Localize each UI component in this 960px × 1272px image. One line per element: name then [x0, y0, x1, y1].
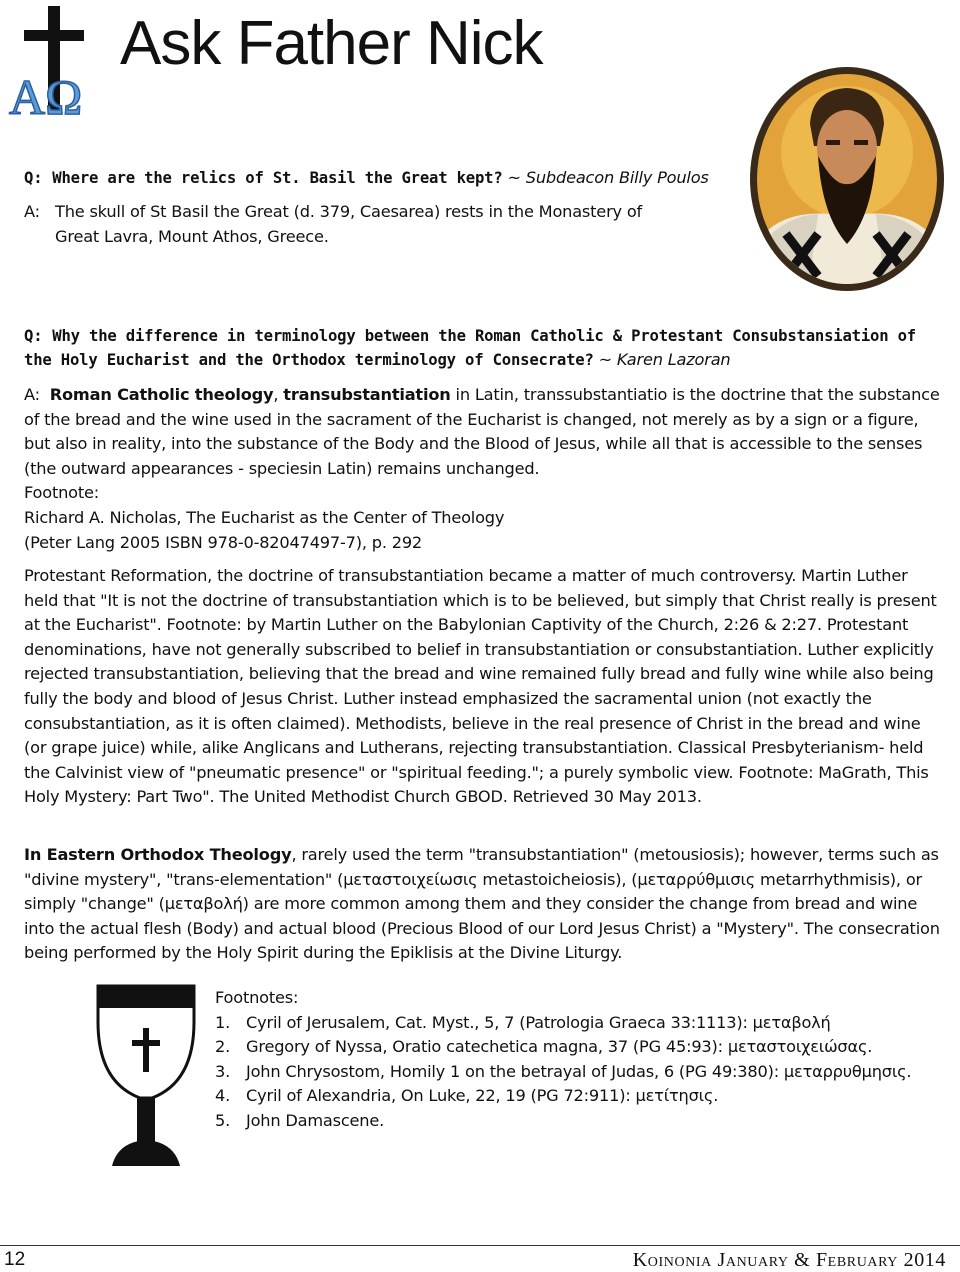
a-label: A: [24, 202, 40, 221]
footnote-number: 1. [215, 1012, 231, 1032]
bold-term: Roman Catholic theology [49, 385, 274, 404]
footnote-number: 3. [215, 1061, 231, 1081]
footnote-item [215, 1060, 950, 1085]
footnote-number: 5. [215, 1110, 231, 1130]
chalice-icon [92, 982, 200, 1168]
footnote-text: Cyril of Alexandria, On Luke, 22, 19 (PG 72:911): μετίτησις. [246, 1086, 719, 1106]
alpha-omega-cross-logo [6, 4, 106, 122]
separator: , [273, 385, 279, 404]
footnote-text: Gregory of Nyssa, Oratio catechetica magna, 37 (PG 45:93): μεταστοιχειώσας. [246, 1037, 873, 1057]
publication-info: Koinonia January & February 2014 [632, 1249, 946, 1271]
cross-icon [6, 4, 106, 122]
page-number: 12 [4, 1249, 26, 1270]
footnote-label: Footnote: [24, 483, 100, 503]
footnote-item [215, 1011, 950, 1036]
footnote-number: 2. [215, 1037, 231, 1057]
question-2 [24, 324, 944, 373]
footnote-item [215, 1084, 950, 1109]
protestant-paragraph: Protestant Reformation, the doctrine of transubstantiation became a matter of much controversy. Martin Luther held that "It is not the doctrine of transubstantiation which is to be believed, but simply that Christ really is present at the Eucharist". Footnote: by Martin Luther on the Babylonian Captivity of the Church, 2:26 & 2:27. Protestant denominations, have not generally subscribed to belief in transubstantiation or consubstantiation. Luther explicitly rejected transubstantiation, believing that the bread and wine remained fully bread and fully wine while also being fully the body and blood of Jesus Christ. Luther instead emphasized the sacramental union (not exactly the consubstantiation, as it is often claimed). Methodists, believe in the real presence of Christ in the bread and wine (or grape juice) while, alike Anglicans and Lutherans, rejecting transubstantiation. Classical Presbyterianism- held the Calvinist view of "pneumatic presence" or "spiritual feeding."; a purely symbolic view. Footnote: MaGrath, This Holy Mystery: Part Two". The United Methodist Church GBOD. Retrieved 30 May 2013. [24, 566, 937, 807]
footnote-text: John Damascene. [246, 1110, 385, 1130]
footnote-citation: Richard A. Nicholas, The Eucharist as the Center of Theology [24, 507, 505, 527]
question-1 [24, 166, 734, 191]
footnote-number: 4. [215, 1086, 231, 1106]
question-author: ~ Karen Lazoran [598, 350, 731, 370]
question-author: ~ Subdeacon Billy Poulos [507, 168, 709, 187]
q-label: Q: [24, 327, 43, 345]
footnote-citation: (Peter Lang 2005 ISBN 978-0-82047497-7), p. 292 [24, 532, 423, 552]
question-text: Why the difference in terminology between the Roman Catholic & Protestant Consubstansiation of the Holy Eucharist and the Orthodox terminology of Consecrate? [24, 327, 916, 370]
footnote-text: John Chrysostom, Homily 1 on the betrayal of Judas, 6 (PG 49:380): μεταρρυθμησις. [246, 1061, 912, 1081]
footnote-text: Cyril of Jerusalem, Cat. Myst., 5, 7 (Patrologia Graeca 33:1113): μεταβολή [246, 1012, 831, 1032]
footnote-item [215, 1109, 950, 1134]
answer-2 [24, 383, 944, 555]
alpha-omega-letters: ΑΩ [9, 69, 83, 122]
answer-paragraph [24, 383, 944, 481]
orthodox-paragraph [24, 843, 944, 966]
q-label: Q: [24, 169, 43, 187]
answer-line: The skull of St Basil the Great (d. 379, Caesarea) rests in the Monastery of [55, 202, 643, 221]
answer-line: Great Lavra, Mount Athos, Greece. [55, 226, 329, 246]
bold-term: transubstantiation [283, 385, 451, 404]
answer-1 [24, 200, 724, 249]
footnotes-list [215, 986, 950, 1134]
answer-text: in Latin, transsubstantiatio is the doctrine that the substance of the bread and the wine used in the sacrament of the Eucharist is changed, not merely as by a sign or a figure, but also in reality, into the substance of the Body and the Blood of Jesus, while all that is accessible to the senses (the outward appearances - speciesin Latin) remains unchanged. [24, 385, 940, 478]
a-label: A: [24, 385, 40, 404]
cross-icon [143, 1028, 149, 1072]
footnotes-heading: Footnotes: [215, 988, 299, 1007]
question-text: Where are the relics of St. Basil the Great kept? [52, 169, 503, 187]
paragraph-text: , rarely used the term "transubstantiation" (metousiosis); however, terms such as "divine mystery", "trans-elementation" (μεταστοιχείωσις metastoicheiosis), (μεταρρύθμισις metarrhythmisis), or simply "change" (μεταβολή) are more common among them and they consider the change from bread and wine into the actual flesh (Body) and actual blood (Precious Blood of our Lord Jesus Christ) a "Mystery". The consecration being performed by the Holy Spirit during the Epiklisis at the Divine Liturgy. [24, 845, 940, 963]
footer-rule [0, 1245, 960, 1246]
bold-term: In Eastern Orthodox Theology [24, 845, 292, 864]
footnote-item [215, 1035, 950, 1060]
page-title: Ask Father Nick [120, 9, 543, 78]
st-basil-icon [748, 66, 946, 292]
